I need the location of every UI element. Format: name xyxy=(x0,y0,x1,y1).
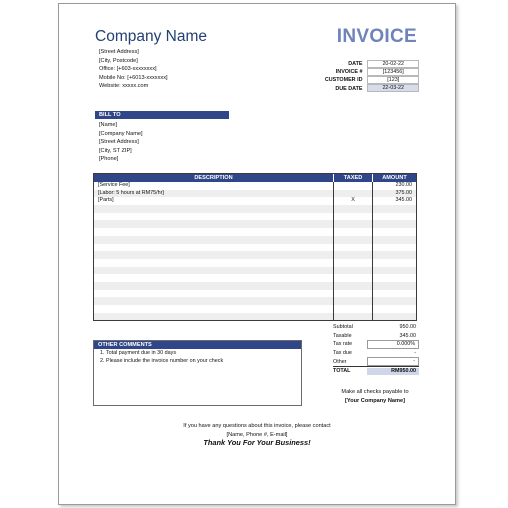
item-amount[interactable] xyxy=(372,228,416,236)
table-row xyxy=(94,267,416,275)
invoice-meta-value[interactable]: 22-03-22 xyxy=(367,84,419,92)
item-description[interactable] xyxy=(94,213,333,221)
item-taxed[interactable] xyxy=(333,305,372,313)
table-row xyxy=(94,282,416,290)
totals-label: Subtotal xyxy=(333,324,353,331)
invoice-meta-value[interactable]: [123] xyxy=(367,76,419,84)
bill-to-line: [City, ST ZIP] xyxy=(99,147,132,154)
payable-company: [Your Company Name] xyxy=(345,397,405,404)
totals-value[interactable]: 0.000% xyxy=(367,340,419,349)
item-description[interactable] xyxy=(94,251,333,259)
totals-label: Other xyxy=(333,358,347,365)
item-taxed[interactable] xyxy=(333,274,372,282)
company-address-line: Website: xxxxx.com xyxy=(99,83,149,90)
totals-value: 345.00 xyxy=(399,332,416,339)
table-row xyxy=(94,313,416,321)
item-taxed[interactable] xyxy=(333,244,372,252)
other-comments-header: OTHER COMMENTS xyxy=(94,341,301,349)
description-column-header: DESCRIPTION xyxy=(194,175,233,181)
table-row xyxy=(94,305,416,313)
footer-contact-line: If you have any questions about this invoice, please contact xyxy=(183,423,331,429)
invoice-meta-row xyxy=(307,85,419,93)
totals-row xyxy=(333,357,419,366)
company-address-line: Mobile No: [+6013-xxxxxxx] xyxy=(99,74,168,81)
item-amount[interactable] xyxy=(372,297,416,305)
totals-row xyxy=(333,323,419,332)
company-address-line: [Street Address] xyxy=(99,49,139,55)
bill-to-line: [Name] xyxy=(99,122,118,128)
item-description[interactable] xyxy=(94,297,333,305)
item-amount[interactable] xyxy=(372,205,416,213)
item-amount[interactable] xyxy=(372,251,416,259)
item-taxed[interactable] xyxy=(333,290,372,298)
table-row xyxy=(94,297,416,305)
item-amount[interactable] xyxy=(372,267,416,275)
item-amount[interactable]: 230.00 xyxy=(372,182,416,190)
invoice-meta-value[interactable]: 20-02-22 xyxy=(367,60,419,68)
line-items-table xyxy=(93,173,417,321)
company-address-line: Office: [+603-xxxxxxxx] xyxy=(99,66,157,73)
totals-value: 950.00 xyxy=(399,324,416,330)
invoice-meta-label: DATE xyxy=(348,61,363,68)
item-taxed[interactable] xyxy=(333,297,372,305)
item-description[interactable] xyxy=(94,236,333,244)
company-address-line: [City, Postcode] xyxy=(99,57,138,64)
invoice-meta xyxy=(307,60,419,93)
item-amount[interactable] xyxy=(372,290,416,298)
table-row xyxy=(94,259,416,267)
other-comments-box xyxy=(93,340,302,406)
totals-block xyxy=(333,323,419,376)
table-row xyxy=(94,197,416,205)
table-row xyxy=(94,236,416,244)
item-description[interactable] xyxy=(94,205,333,213)
totals-row xyxy=(333,340,419,349)
item-description[interactable] xyxy=(94,274,333,282)
line-items-body xyxy=(94,182,416,320)
totals-label: TOTAL xyxy=(333,368,351,375)
comment-line: 2. Please include the invoice number on your check xyxy=(100,358,224,365)
item-taxed[interactable] xyxy=(333,205,372,213)
payable-line: Make all checks payable to xyxy=(341,389,409,395)
comment-line: 1. Total payment due in 30 days xyxy=(100,350,177,356)
item-description[interactable]: [Service Fee] xyxy=(98,182,130,188)
table-row xyxy=(94,290,416,298)
item-amount[interactable]: 345.00 xyxy=(372,197,416,205)
item-amount[interactable]: 375.00 xyxy=(372,190,416,198)
table-row xyxy=(94,251,416,259)
taxed-column-header: TAXED xyxy=(333,174,372,182)
line-items-header xyxy=(94,174,416,182)
invoice-meta-label: INVOICE # xyxy=(335,69,363,76)
item-amount[interactable] xyxy=(372,220,416,228)
item-taxed[interactable] xyxy=(333,282,372,290)
item-amount[interactable] xyxy=(372,313,416,321)
invoice-meta-label: CUSTOMER ID xyxy=(324,77,363,84)
item-taxed[interactable] xyxy=(333,228,372,236)
item-amount[interactable] xyxy=(372,305,416,313)
footer-contact-details: [Name, Phone #, E-mail] xyxy=(226,431,288,438)
item-description[interactable] xyxy=(94,267,333,275)
table-row xyxy=(94,244,416,252)
item-description[interactable]: [Labor: 5 hours at RM75/hr] xyxy=(98,189,164,196)
item-description[interactable] xyxy=(94,220,333,228)
item-taxed[interactable] xyxy=(333,220,372,228)
item-taxed[interactable] xyxy=(333,259,372,267)
totals-value[interactable]: - xyxy=(367,357,419,366)
bill-to-header: BILL TO xyxy=(95,111,229,119)
table-row xyxy=(94,228,416,236)
item-description[interactable] xyxy=(94,259,333,267)
invoice-title: INVOICE xyxy=(336,26,417,47)
bill-to-line: [Street Address] xyxy=(99,139,139,145)
totals-label: Tax due xyxy=(333,350,352,357)
item-taxed[interactable] xyxy=(333,190,372,198)
totals-value: RM950.00 xyxy=(367,368,419,375)
item-amount[interactable] xyxy=(372,213,416,221)
table-row xyxy=(94,220,416,228)
amount-column-header: AMOUNT xyxy=(372,174,416,182)
footer xyxy=(59,422,455,448)
item-taxed[interactable] xyxy=(333,267,372,275)
item-description[interactable] xyxy=(94,282,333,290)
invoice-sheet xyxy=(58,3,456,505)
bill-to-line: [Company Name] xyxy=(99,130,143,137)
item-taxed[interactable] xyxy=(333,251,372,259)
totals-label: Tax rate xyxy=(333,341,353,348)
bill-to-block xyxy=(99,121,143,164)
company-name: Company Name xyxy=(95,28,207,45)
table-row xyxy=(94,213,416,221)
invoice-meta-value[interactable]: [123456] xyxy=(367,68,419,76)
item-amount[interactable] xyxy=(372,259,416,267)
item-taxed[interactable] xyxy=(333,313,372,321)
item-description[interactable] xyxy=(94,290,333,298)
totals-row xyxy=(333,332,419,341)
item-taxed[interactable] xyxy=(333,236,372,244)
totals-label: Taxable xyxy=(333,332,352,339)
item-description[interactable] xyxy=(94,228,333,236)
item-amount[interactable] xyxy=(372,282,416,290)
item-description[interactable]: [Parts] xyxy=(98,197,114,204)
item-description[interactable] xyxy=(94,305,333,313)
table-row xyxy=(94,205,416,213)
item-description[interactable] xyxy=(94,244,333,252)
total-row xyxy=(333,366,419,376)
item-taxed[interactable] xyxy=(333,182,372,190)
payable-note xyxy=(327,388,423,405)
totals-row xyxy=(333,349,419,358)
item-taxed[interactable] xyxy=(333,213,372,221)
bill-to-line: [Phone] xyxy=(99,156,119,162)
table-row xyxy=(94,190,416,198)
table-row xyxy=(94,274,416,282)
thank-you-text: Thank You For Your Business! xyxy=(203,438,311,448)
item-taxed[interactable]: X xyxy=(333,197,372,205)
table-row xyxy=(94,182,416,190)
item-amount[interactable] xyxy=(372,274,416,282)
invoice-meta-label: DUE DATE xyxy=(335,85,363,92)
item-amount[interactable] xyxy=(372,244,416,252)
totals-value: - xyxy=(414,349,416,356)
item-amount[interactable] xyxy=(372,236,416,244)
company-address xyxy=(99,48,168,91)
item-description[interactable] xyxy=(94,313,333,321)
